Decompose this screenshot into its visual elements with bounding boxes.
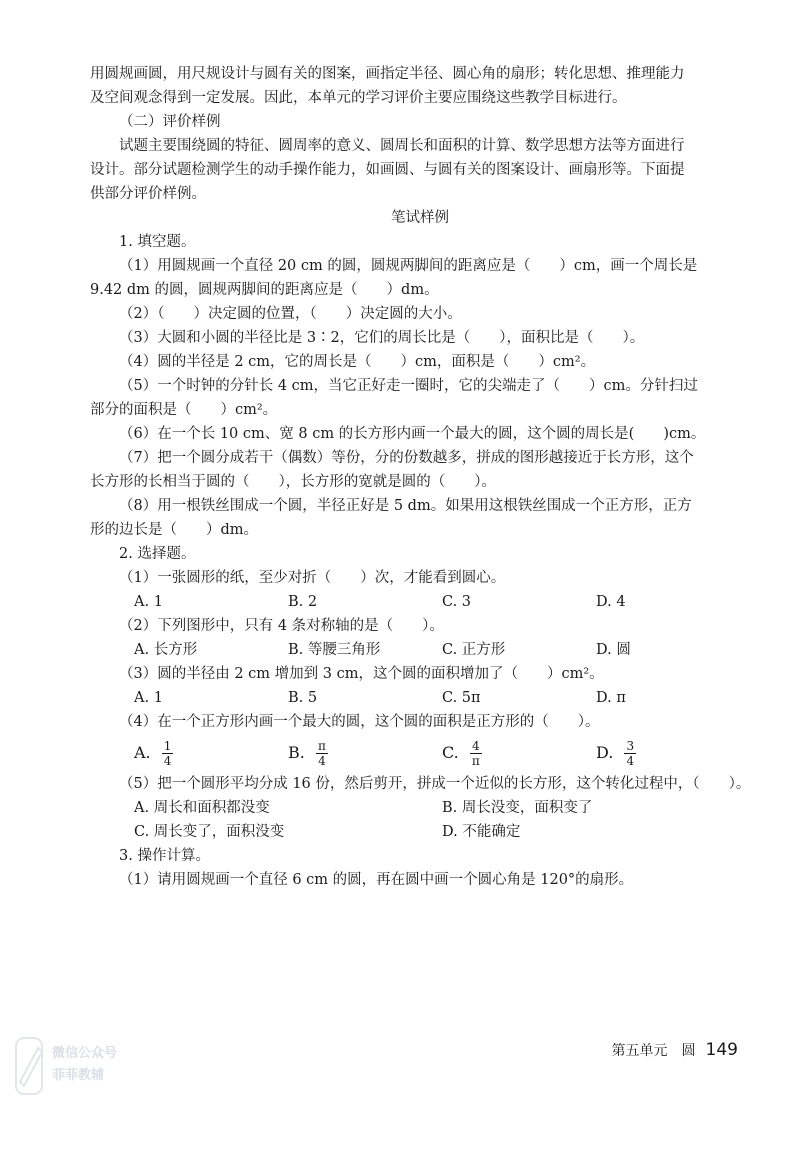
question-title: 2. 选择题。 xyxy=(119,546,196,562)
watermark-line: 微信公众号 xyxy=(52,1046,118,1061)
options-row xyxy=(90,796,750,820)
option-label: D. xyxy=(596,743,614,762)
unit-title: 第五单元 圆 xyxy=(611,1043,696,1059)
watermark-line: 菲菲教辅 xyxy=(52,1068,105,1083)
question-line: （7）把一个圆分成若干（偶数）等份，分的份数越多，拼成的图形越接近于长方形，这个 xyxy=(119,450,694,466)
option: B. 周长没变，面积变了 xyxy=(442,800,593,816)
fraction-numerator: 3 xyxy=(626,739,635,753)
question-line: （4）圆的半径是 2 cm，它的周长是（ ）cm，面积是（ ）cm²。 xyxy=(119,354,596,370)
fraction-denominator: 4 xyxy=(318,754,326,768)
option: D. π xyxy=(596,690,626,706)
page-footer xyxy=(612,1040,738,1060)
page-content xyxy=(90,62,750,892)
question-line: （8）用一根铁丝围成一个圆，半径正好是 5 dm。如果用这根铁丝围成一个正方形，正方 xyxy=(119,498,692,514)
fraction-denominator: 4 xyxy=(163,754,172,768)
question-line: （1）一张圆形的纸，至少对折（ ）次，才能看到圆心。 xyxy=(119,570,506,586)
option: B. 5 xyxy=(288,690,318,706)
option xyxy=(288,734,442,772)
fraction xyxy=(624,739,636,768)
fraction xyxy=(162,739,174,768)
question-line: （1）用圆规画一个直径 20 cm 的圆，圆规两脚间的距离应是（ ）cm，画一个周长是 xyxy=(119,258,698,274)
option-label: C. xyxy=(442,743,459,762)
options-row xyxy=(90,734,750,772)
option: B. 等腰三角形 xyxy=(288,642,381,658)
question-title: 1. 填空题。 xyxy=(119,234,196,250)
paragraph-line: 试题主要围绕圆的特征、圆周率的意义、圆周长和面积的计算、数学思想方法等方面进行 xyxy=(119,138,685,154)
options-row xyxy=(90,590,750,614)
option-label: A. xyxy=(134,743,151,762)
pencil-icon xyxy=(10,1034,50,1104)
question-line: （6）在一个长 10 cm、宽 8 cm 的长方形内画一个最大的圆，这个圆的周长是( )cm。 xyxy=(119,426,706,442)
question-line: 长方形的长相当于圆的（ ），长方形的宽就是圆的（ ）。 xyxy=(90,474,496,490)
option: A. 1 xyxy=(134,690,163,706)
fraction-denominator: 4 xyxy=(626,754,635,768)
question-line: （5）把一个圆形平均分成 16 份，然后剪开，拼成一个近似的长方形，这个转化过程中，（ ）。 xyxy=(119,776,750,792)
question-line: 部分的面积是（ ）cm²。 xyxy=(90,402,278,418)
watermark xyxy=(10,1028,140,1108)
option: A. 周长和面积都没变 xyxy=(134,800,270,816)
question-line: （2）下列图形中，只有 4 条对称轴的是（ ）。 xyxy=(119,618,444,634)
fraction-numerator: 4 xyxy=(471,739,480,753)
fraction-denominator: π xyxy=(471,754,480,768)
option: C. 5π xyxy=(442,690,481,706)
question-line: （3）圆的半径由 2 cm 增加到 3 cm，这个圆的面积增加了（ ）cm²。 xyxy=(119,666,604,682)
option-label: B. xyxy=(288,743,305,762)
section-heading: （二）评价样例 xyxy=(119,114,221,130)
page-number: 149 xyxy=(705,1040,738,1060)
option: D. 圆 xyxy=(596,642,631,658)
option: B. 2 xyxy=(288,594,318,610)
question-line: （4）在一个正方形内画一个最大的圆，这个圆的面积是正方形的（ ）。 xyxy=(119,714,600,730)
question-line: 9.42 dm 的圆，圆规两脚间的距离应是（ ）dm。 xyxy=(90,282,439,298)
question-line: （3）大圆和小圆的半径比是 3∶2，它们的周长比是（ ），面积比是（ ）。 xyxy=(119,330,645,346)
option xyxy=(596,734,750,772)
option: A. 长方形 xyxy=(134,642,198,658)
option: C. 正方形 xyxy=(442,642,506,658)
subsection-title: 笔试样例 xyxy=(391,210,449,226)
option: C. 3 xyxy=(442,594,472,610)
fraction xyxy=(316,739,328,768)
paragraph-line: 设计。部分试题检测学生的动手操作能力，如画圆、与圆有关的图案设计、画扇形等。下面提 xyxy=(90,162,685,178)
option: D. 4 xyxy=(596,594,626,610)
options-row xyxy=(90,820,750,844)
option xyxy=(442,734,596,772)
options-row xyxy=(90,638,750,662)
question-line: 形的边长是（ ）dm。 xyxy=(90,522,259,538)
option: C. 周长变了，面积没变 xyxy=(134,824,285,840)
paragraph-line: 用圆规画圆，用尺规设计与圆有关的图案，画指定半径、圆心角的扇形；转化思想、推理能力 xyxy=(90,66,685,82)
options-row xyxy=(90,686,750,710)
option: A. 1 xyxy=(134,594,163,610)
paragraph-line: 及空间观念得到一定发展。因此，本单元的学习评价主要应围绕这些教学目标进行。 xyxy=(90,90,627,106)
fraction xyxy=(470,739,482,768)
question-line: （5）一个时钟的分针长 4 cm，当它正好走一圈时，它的尖端走了（ ）cm。分针扫过 xyxy=(119,378,698,394)
paragraph-line: 供部分评价样例。 xyxy=(90,186,206,202)
question-title: 3. 操作计算。 xyxy=(119,848,210,864)
fraction-numerator: 1 xyxy=(163,739,172,753)
question-line: （1）请用圆规画一个直径 6 cm 的圆，再在圆中画一个圆心角是 120°的扇形。 xyxy=(119,872,634,888)
option xyxy=(134,734,288,772)
fraction-numerator: π xyxy=(317,739,326,753)
option: D. 不能确定 xyxy=(442,824,521,840)
question-line: （2）（ ）决定圆的位置，（ ）决定圆的大小。 xyxy=(119,306,462,322)
